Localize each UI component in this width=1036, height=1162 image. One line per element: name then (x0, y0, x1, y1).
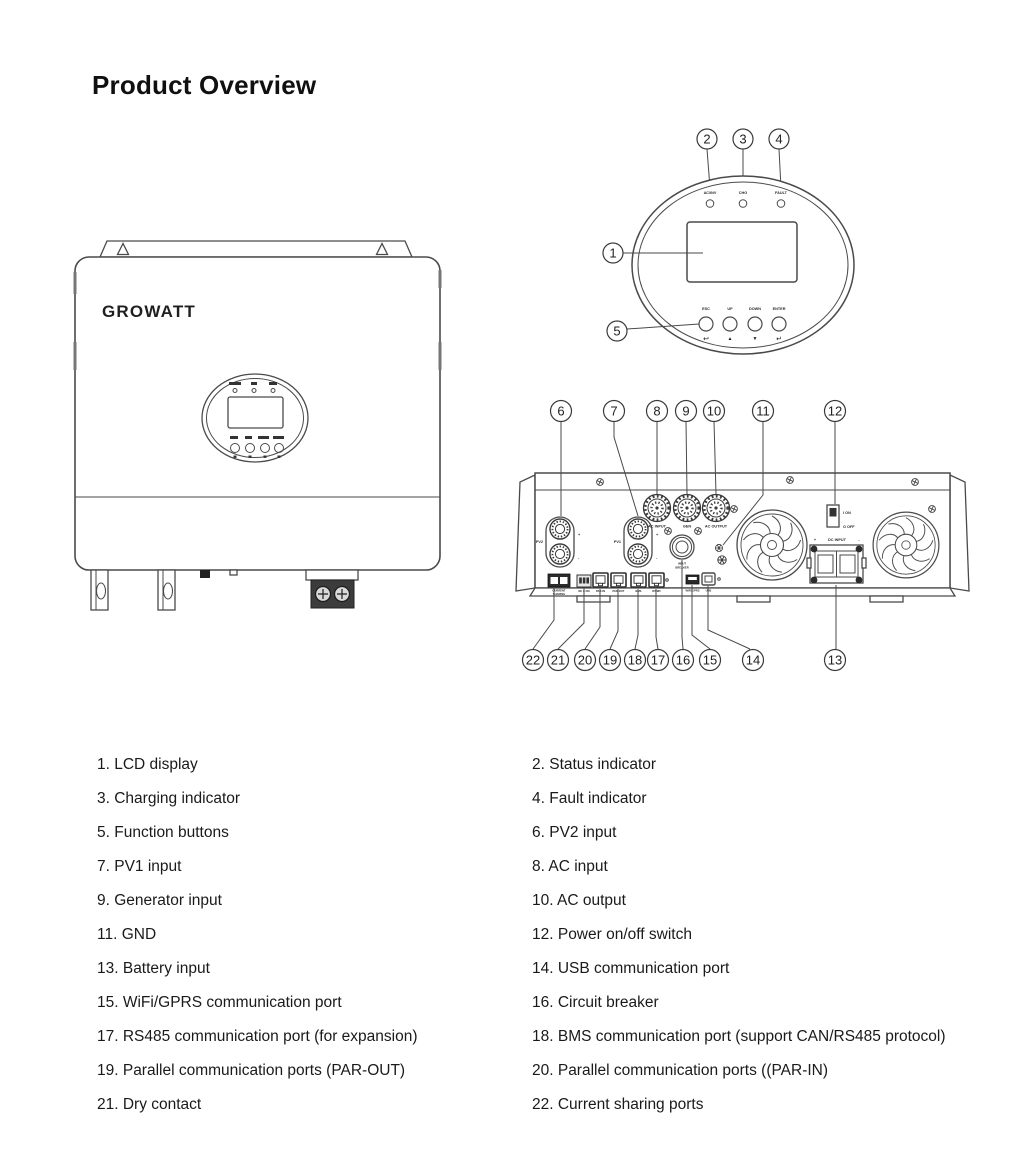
esc-icon: ↩ (703, 336, 709, 343)
legend-item: 7. PV1 input (97, 858, 182, 875)
legend-item: 22. Current sharing ports (532, 1096, 704, 1113)
svg-text:AC INPUT: AC INPUT (648, 524, 666, 529)
legend-item: 18. BMS communication port (support CAN/RS485 protocol) (532, 1028, 946, 1045)
svg-text:19: 19 (602, 652, 618, 668)
svg-text:+: + (578, 533, 581, 537)
esc-button-label: ESC (702, 307, 710, 311)
mounting-plate (100, 241, 412, 257)
svg-text:PAR-OUT: PAR-OUT (612, 590, 625, 593)
svg-text:20: 20 (577, 652, 593, 668)
svg-text:22: 22 (525, 652, 541, 668)
svg-text:+: + (656, 533, 659, 537)
svg-text:18: 18 (627, 652, 643, 668)
legend-item: 19. Parallel communication ports (PAR-OUT) (97, 1062, 406, 1079)
down-button-label: DOWN (748, 307, 762, 311)
parts-legend (0, 748, 1036, 1122)
svg-text:RS485: RS485 (652, 590, 661, 593)
legend-item: 11. GND (97, 926, 157, 943)
svg-text:CURRENT: CURRENT (552, 589, 566, 593)
svg-text:DC INPUT: DC INPUT (828, 538, 846, 542)
legend-row (0, 816, 1036, 850)
svg-text:15: 15 (702, 652, 718, 668)
down-icon: ▼ (752, 336, 758, 342)
growatt-logo: GROWATT (102, 302, 197, 321)
legend-row (0, 850, 1036, 884)
svg-text:3: 3 (739, 131, 747, 147)
front-display-panel (202, 374, 308, 462)
legend-row (0, 952, 1036, 986)
left-fan (737, 510, 807, 580)
legend-item: 16. Circuit breaker (532, 994, 659, 1011)
legend-item: 2. Status indicator (532, 756, 657, 773)
enter-icon: ↵ (776, 336, 782, 343)
svg-text:I ON: I ON (843, 511, 851, 515)
legend-item: 13. Battery input (97, 960, 210, 977)
svg-text:14: 14 (745, 652, 761, 668)
bottom-bracket-1 (91, 570, 108, 610)
svg-text:17: 17 (650, 652, 666, 668)
svg-text:7: 7 (610, 403, 618, 419)
legend-row (0, 1088, 1036, 1122)
svg-text:21: 21 (550, 652, 566, 668)
legend-item: 8. AC input (532, 858, 608, 875)
legend-row (0, 1054, 1036, 1088)
page-title: Product Overview (92, 70, 317, 100)
svg-text:12: 12 (827, 403, 843, 419)
svg-text:USB: USB (705, 589, 712, 593)
svg-text:5: 5 (613, 323, 621, 339)
wifi-gprs-port (685, 575, 699, 593)
pv1-label: PV1 (613, 540, 621, 544)
legend-item: 10. AC output (532, 892, 626, 909)
legend-item: 15. WiFi/GPRS communication port (97, 994, 342, 1011)
svg-text:-: - (578, 556, 580, 560)
bottom-nub (200, 570, 210, 578)
svg-text:INPUT: INPUT (677, 562, 687, 566)
svg-text:+: + (813, 538, 817, 542)
legend-row (0, 884, 1036, 918)
legend-item: 14. USB communication port (532, 960, 730, 977)
chg-label: CHG (738, 191, 748, 195)
svg-text:2: 2 (703, 131, 711, 147)
callouts-top (551, 401, 846, 422)
legend-row (0, 748, 1036, 782)
svg-text:SHARING: SHARING (552, 593, 566, 596)
svg-text:10: 10 (706, 403, 722, 419)
svg-text:O OFF: O OFF (843, 525, 855, 529)
front-lcd (228, 397, 283, 428)
front-view-diagram (60, 230, 460, 642)
legend-row (0, 1020, 1036, 1054)
svg-text:BMS: BMS (635, 590, 642, 593)
enter-button-label: ENTER (772, 307, 786, 311)
svg-text:WIFI/GPRS: WIFI/GPRS (685, 589, 700, 593)
lcd-display (687, 222, 797, 282)
svg-text:NC C NO: NC C NO (578, 590, 590, 593)
bottom-bracket-2 (158, 570, 175, 610)
svg-text:AC OUTPUT: AC OUTPUT (704, 524, 728, 529)
battery-input-terminal (807, 538, 866, 583)
callouts-bottom (523, 650, 846, 671)
svg-text:1: 1 (609, 245, 617, 261)
svg-text:16: 16 (675, 652, 691, 668)
legend-item: 21. Dry contact (97, 1096, 202, 1113)
svg-text:GEN: GEN (682, 524, 692, 529)
svg-text:13: 13 (827, 652, 843, 668)
front-battery-terminal (306, 570, 358, 608)
top-view-diagram (580, 125, 880, 365)
legend-item: 4. Fault indicator (532, 790, 647, 807)
legend-item: 3. Charging indicator (97, 790, 241, 807)
svg-text:9: 9 (682, 403, 690, 419)
svg-text:-: - (858, 538, 860, 542)
legend-row (0, 782, 1036, 816)
fault-label: FAULT (775, 191, 787, 195)
up-icon: ▲ (727, 336, 733, 342)
legend-item: 17. RS485 communication port (for expansion) (97, 1028, 418, 1045)
svg-text:6: 6 (557, 403, 565, 419)
legend-row (0, 918, 1036, 952)
svg-text:-: - (656, 556, 658, 560)
right-fan (873, 512, 939, 578)
svg-text:4: 4 (775, 131, 783, 147)
up-button-label: UP (727, 307, 733, 311)
legend-item: 9. Generator input (97, 892, 222, 909)
bottom-nub-2 (230, 570, 237, 575)
legend-item: 20. Parallel communication ports ((PAR-IN) (532, 1062, 829, 1079)
svg-text:PAR-IN: PAR-IN (595, 590, 606, 593)
bottom-view-diagram (510, 395, 990, 687)
svg-text:11: 11 (756, 403, 770, 419)
pv2-label: PV2 (535, 540, 543, 544)
legend-item: 12. Power on/off switch (532, 926, 692, 943)
svg-text:8: 8 (653, 403, 661, 419)
ac-inv-label: AC/INV (703, 191, 717, 195)
svg-text:BREAKER: BREAKER (675, 566, 689, 570)
legend-row (0, 986, 1036, 1020)
legend-item: 5. Function buttons (97, 824, 229, 841)
legend-item: 6. PV2 input (532, 824, 617, 841)
legend-item: 1. LCD display (97, 756, 198, 773)
